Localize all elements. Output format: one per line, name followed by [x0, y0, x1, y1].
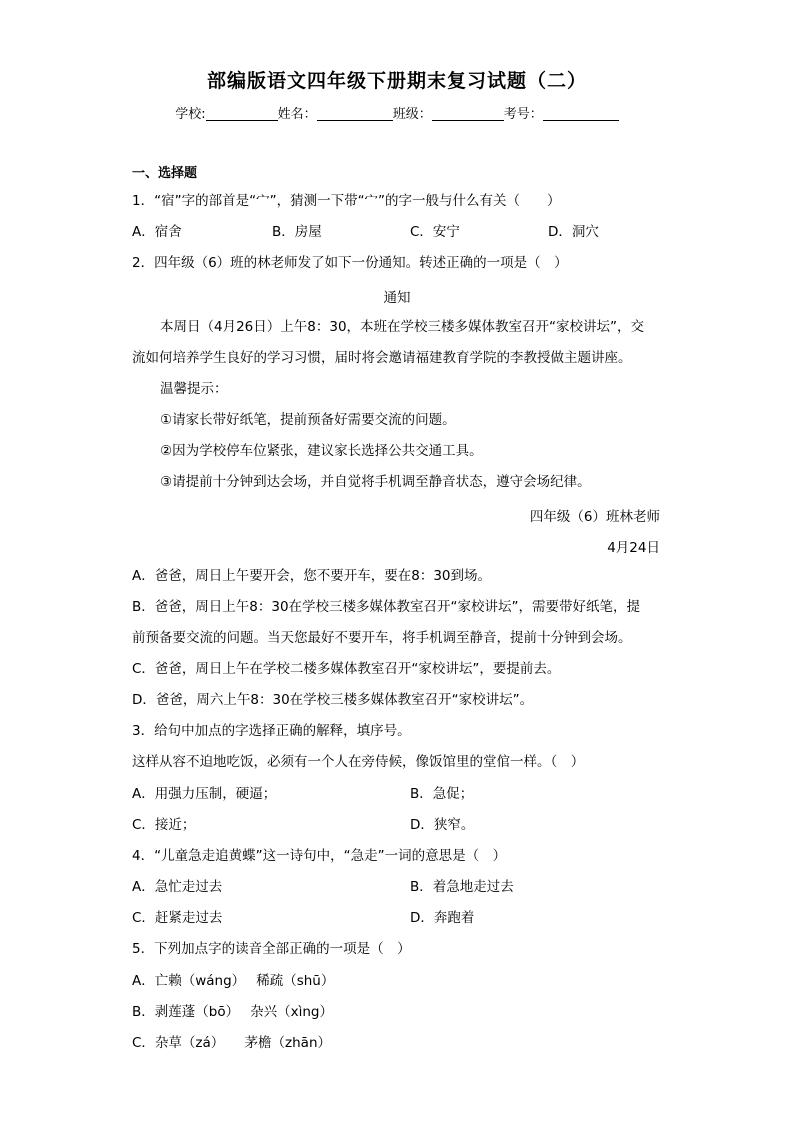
class-blank[interactable] — [432, 106, 504, 121]
q1-option-a: A．宿舍 — [132, 224, 182, 240]
question-4-stem: 4．“儿童急走追黄蝶”这一诗句中，“急走”一词的意思是（ ） — [132, 848, 507, 864]
school-blank[interactable] — [206, 106, 278, 121]
student-info-row — [0, 103, 794, 122]
q2-option-d: D．爸爸，周六上午8：30在学校三楼多媒体教室召开“家校讲坛”。 — [132, 692, 534, 708]
notice-tip-1: ①请家长带好纸笔，提前预备好需要交流的问题。 — [160, 412, 456, 428]
notice-tip-2: ②因为学校停车位紧张，建议家长选择公共交通工具。 — [160, 443, 483, 459]
q5-option-c: C．杂草（zá） 茅檐（zhān） — [132, 1035, 332, 1051]
q5-option-b: B．剥莲蓬（bō） 杂兴（xìng） — [132, 1004, 333, 1020]
q3-option-b: B．急促； — [410, 786, 474, 802]
q2-option-c: C．爸爸，周日上午在学校二楼多媒体教室召开“家校讲坛”，要提前去。 — [132, 661, 561, 677]
exam-no-label: 考号： — [503, 107, 543, 122]
notice-paragraph-line1: 本周日（4月26日）上午8：30，本班在学校三楼多媒体教室召开“家校讲坛”，交 — [160, 319, 645, 335]
q3-option-c: C．接近； — [132, 817, 196, 833]
q5-option-a: A．亡赖（wáng） 稀疏（shū） — [132, 973, 335, 989]
exam-no-blank[interactable] — [543, 106, 619, 121]
notice-signature: 四年级（6）班林老师 — [529, 509, 660, 525]
question-3-sentence: 这样从容不迫地吃饭，必须有一个人在旁侍候，像饭馆里的堂倌一样。（ ） — [132, 754, 585, 770]
question-1-stem: 1．“宿”字的部首是“宀”，猜测一下带“宀”的字一般与什么有关（ ） — [132, 193, 561, 209]
q4-option-c: C．赶紧走过去 — [132, 910, 223, 926]
notice-date: 4月24日 — [607, 540, 660, 556]
q1-option-c: C．安宁 — [410, 224, 460, 240]
q4-option-b: B．着急地走过去 — [410, 879, 514, 895]
question-5-stem: 5．下列加点字的读音全部正确的一项是（ ） — [132, 941, 411, 957]
q3-option-a: A．用强力压制，硬逼； — [132, 786, 277, 802]
q1-option-d: D．洞穴 — [548, 224, 599, 240]
notice-tips-label: 温馨提示： — [160, 381, 228, 397]
notice-title: 通知 — [383, 290, 411, 306]
notice-tip-3: ③请提前十分钟到达会场，并自觉将手机调至静音状态，遵守会场纪律。 — [160, 474, 591, 490]
q2-option-b-line2: 前预备要交流的问题。当天您最好不要开车，将手机调至静音，提前十分钟到会场。 — [132, 630, 632, 646]
q4-option-d: D．奔跑着 — [410, 910, 475, 926]
q1-option-b: B．房屋 — [272, 224, 322, 240]
question-2-stem: 2．四年级（6）班的林老师发了如下一份通知。转述正确的一项是（ ） — [132, 255, 568, 271]
notice-paragraph-line2: 流如何培养学生良好的学习习惯，届时将会邀请福建教育学院的李教授做主题讲座。 — [132, 350, 632, 366]
q2-option-a: A．爸爸，周日上午要开会，您不要开车，要在8：30到场。 — [132, 568, 492, 584]
name-blank[interactable] — [317, 106, 393, 121]
page-title: 部编版语文四年级下册期末复习试题（二） — [206, 70, 587, 92]
name-label: 姓名： — [277, 107, 317, 122]
school-label: 学校: — [175, 107, 206, 122]
question-3-stem: 3．给句中加点的字选择正确的解释，填序号。 — [132, 723, 411, 739]
q2-option-b-line1: B．爸爸，周日上午8：30在学校三楼多媒体教室召开“家校讲坛”，需要带好纸笔，提 — [132, 599, 641, 615]
section-heading: 一、选择题 — [132, 166, 198, 181]
class-label: 班级： — [392, 107, 432, 122]
q4-option-a: A．急忙走过去 — [132, 879, 223, 895]
q3-option-d: D．狭窄。 — [410, 817, 475, 833]
